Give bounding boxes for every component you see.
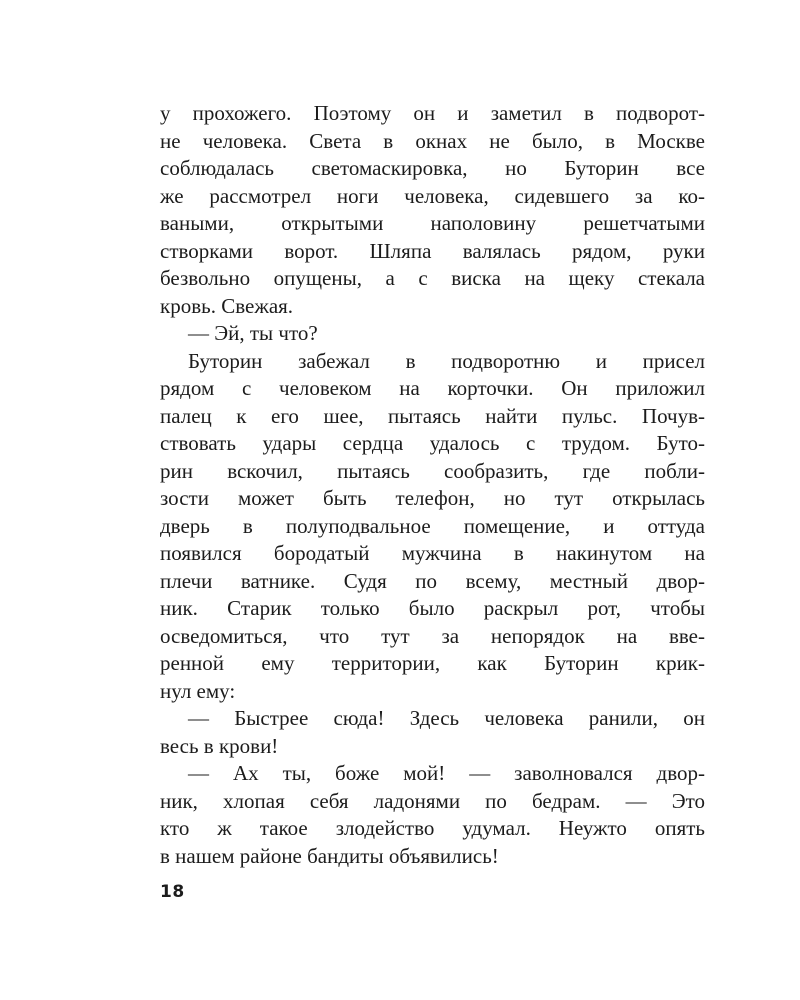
text-line: дверь в полуподвальное помещение, и оттуда <box>160 513 705 538</box>
text-line: плечи ватнике. Судя по всему, местный двор- <box>160 568 705 593</box>
text-line: нул ему: <box>160 678 236 703</box>
text-line: ствовать удары сердца удалось с трудом. Буто- <box>160 431 705 455</box>
text-line: палец к его шее, пытаясь найти пульс. Почув- <box>160 403 705 428</box>
text-line: рин вскочил, пытаясь сообразить, где побли- <box>160 458 705 483</box>
text-line: створками ворот. Шляпа валялась рядом, руки <box>160 238 705 263</box>
page-number: 18 <box>160 882 185 902</box>
text-line: зости может быть телефон, но тут открылась <box>160 486 705 510</box>
text-line: появился бородатый мужчина в накинутом на <box>160 541 705 565</box>
paragraph-start-line: Буторин забежал в подворотню и присел <box>188 348 705 373</box>
text-line: осведомиться, что тут за непорядок на вве- <box>160 623 705 648</box>
text-line: ник. Старик только было раскрыл рот, чтобы <box>160 596 705 620</box>
text-line: ренной ему территории, как Буторин крик- <box>160 651 705 675</box>
text-line: кто ж такое злодейство удумал. Неужто опять <box>160 816 705 840</box>
text-line: ник, хлопая себя ладонями по бедрам. — Это <box>160 788 705 813</box>
text-line: в нашем районе бандиты объявились! <box>160 843 499 868</box>
body-text <box>160 100 705 870</box>
text-line: у прохожего. Поэтому он и заметил в подворот- <box>160 101 705 125</box>
text-line: соблюдалась светомаскировка, но Буторин все <box>160 156 705 180</box>
text-line: кровь. Свежая. <box>160 293 294 318</box>
text-line: весь в крови! <box>160 733 279 758</box>
text-line: безвольно опущены, а с виска на щеку стекала <box>160 266 705 290</box>
text-line: ваными, открытыми наполовину решетчатыми <box>160 211 705 235</box>
dialogue-line: — Ах ты, боже мой! — заволновался двор- <box>188 761 705 785</box>
text-line: же рассмотрел ноги человека, сидевшего за ко- <box>160 183 705 208</box>
text-line: рядом с человеком на корточки. Он приложил <box>160 376 705 400</box>
dialogue-line: — Эй, ты что? <box>188 321 318 345</box>
dialogue-line: — Быстрее сюда! Здесь человека ранили, он <box>188 706 705 730</box>
text-line: не человека. Света в окнах не было, в Москве <box>160 128 705 153</box>
